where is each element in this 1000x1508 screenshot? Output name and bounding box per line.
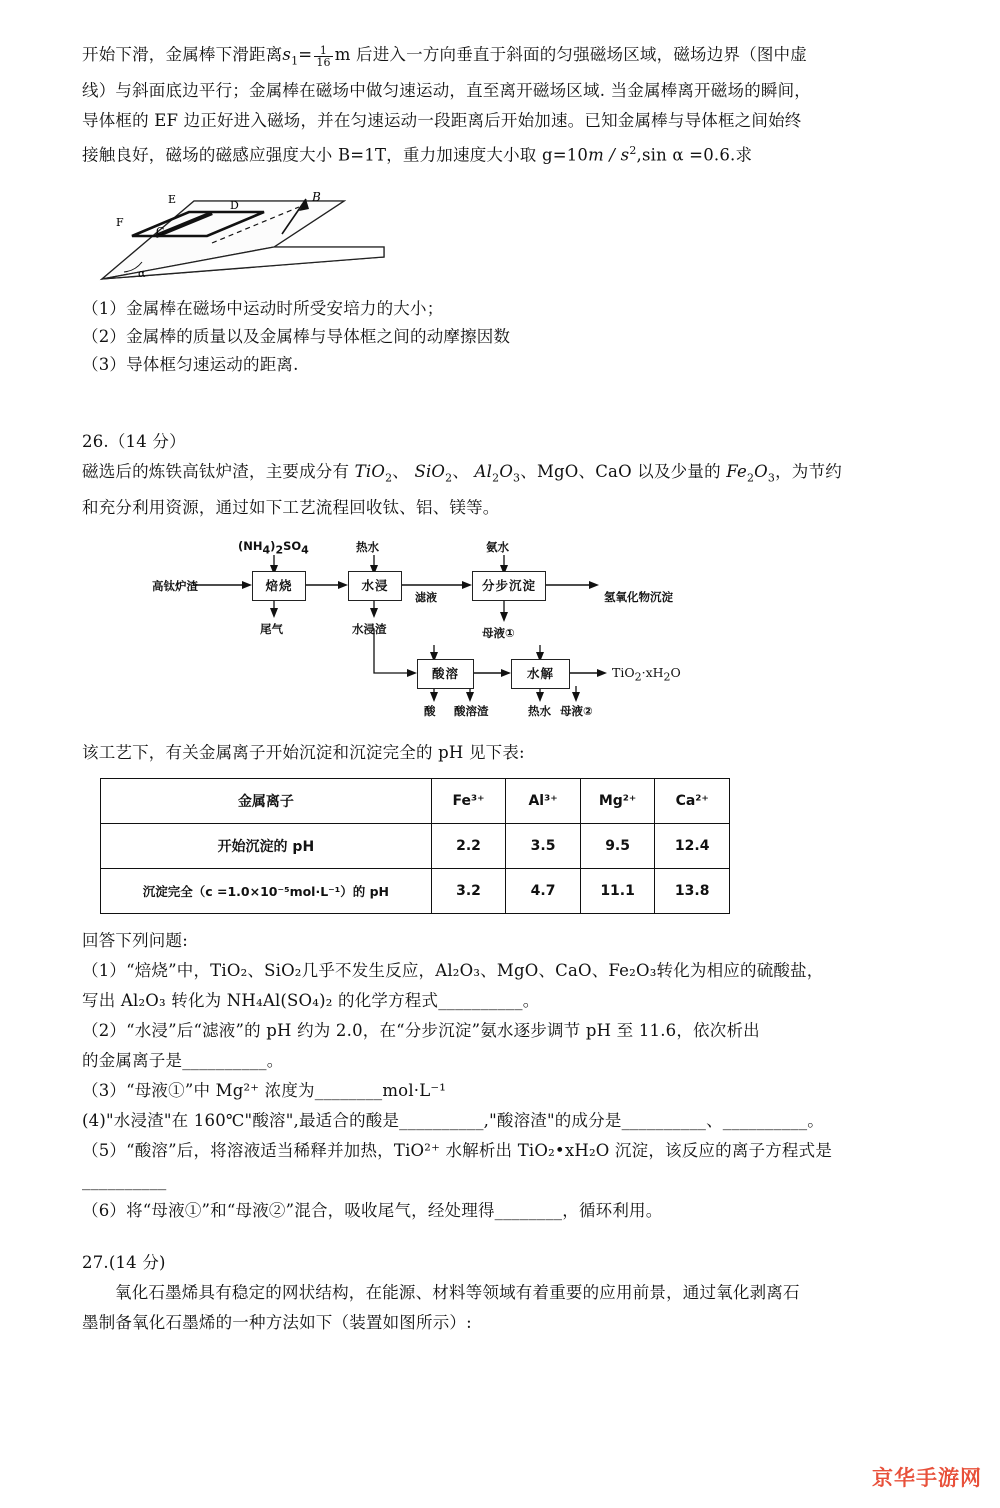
unit-meter: m	[334, 45, 351, 64]
q26-item-6: （6）将“母液①”和“母液②”混合，吸收尾气，经处理得________，循环利用。	[82, 1201, 663, 1221]
formula-fe2o3-o: O	[754, 461, 768, 481]
watermark-text: 京华手游网	[872, 1466, 982, 1490]
text-run: 、MgO、CaO 以及少量的	[520, 461, 721, 481]
subscript: 3	[767, 471, 776, 485]
subscript: 2	[663, 670, 671, 684]
flow-reagent-ammonia: 氨水	[486, 540, 509, 555]
q26-number: 26.（14 分）	[82, 431, 186, 451]
separator: 、	[452, 461, 470, 481]
table-cell-value: 3.5	[506, 824, 581, 869]
table-header-al: Al³⁺	[506, 779, 581, 824]
physics-subquestion-1: （1）金属棒在磁场中运动时所受安培力的大小；	[82, 298, 444, 318]
table-row	[101, 824, 730, 869]
table-header-ca: Ca²⁺	[655, 779, 730, 824]
flow-reagent-hot-water: 热水	[356, 540, 379, 555]
flow-box-stepwise-precipitation: 分步沉淀	[472, 571, 546, 601]
physics-subquestion-2: （2）金属棒的质量以及金属棒与导体框之间的动摩擦因数	[82, 326, 511, 346]
text-run: 接触良好，磁场的磁感应强度大小 B=1T，重力加速度大小取 g=10	[82, 145, 589, 165]
variable-s: s	[282, 45, 292, 64]
q27-line1: 氧化石墨烯具有稳定的网状结构，在能源、材料等领域有着重要的应用前景，通过氧化剥离石	[115, 1283, 800, 1303]
subscript: 4	[301, 543, 309, 557]
flow-input-hot-water: 热水	[528, 704, 551, 719]
subscript: 4	[262, 543, 271, 557]
table-cell-value: 4.7	[506, 869, 581, 914]
table-cell-value: 2.2	[431, 824, 506, 869]
formula-fe2o3: Fe	[726, 461, 747, 481]
table-cell-value: 12.4	[655, 824, 730, 869]
q27-line2: 墨制备氧化石墨烯的一种方法如下（装置如图所示）:	[82, 1313, 472, 1333]
flow-input-label: 高钛炉渣	[152, 579, 198, 594]
flow-output-tail-gas: 尾气	[260, 622, 283, 637]
flow-output-leach-residue: 水浸渣	[352, 622, 387, 637]
flow-output-hydroxide: 氢氧化物沉淀	[604, 590, 673, 605]
table-header-mg: Mg²⁺	[580, 779, 655, 824]
q26-stem-line2: 和充分利用资源，通过如下工艺流程回收钛、铝、镁等。	[82, 498, 500, 518]
text-run: SO	[283, 539, 302, 554]
q26-item-3: （3）“母液①”中 Mg²⁺ 浓度为________mol·L⁻¹	[82, 1081, 447, 1101]
flow-input-acid: 酸	[424, 704, 436, 719]
subscript: 2	[746, 471, 755, 485]
unit-ms2: m / s	[588, 145, 630, 165]
flow-box-roast: 焙烧	[252, 571, 306, 601]
subscript: 2	[492, 471, 500, 485]
q26-item-5b: __________	[82, 1171, 167, 1191]
ph-table-wrapper	[100, 778, 920, 914]
table-header-metal-ion: 金属离子	[101, 779, 432, 824]
q26-table-intro: 该工艺下，有关金属离子开始沉淀和沉淀完全的 pH 见下表:	[82, 743, 525, 763]
q26-answer-intro: 回答下列问题:	[82, 931, 188, 951]
text-run: )	[270, 539, 276, 554]
flow-output-mother-liquor-1: 母液①	[482, 626, 515, 641]
fraction-denominator: 16	[316, 56, 331, 70]
label-D: D	[230, 198, 239, 212]
physics-problem-line4	[82, 136, 920, 171]
table-row	[101, 869, 730, 914]
text-run: O	[670, 665, 681, 681]
table-header-fe: Fe³⁺	[431, 779, 506, 824]
table-cell-row-label: 开始沉淀的 pH	[101, 824, 432, 869]
physics-problem-line3: 导体框的 EF 边正好进入磁场，并在匀速运动一段距离后开始加速。已知金属棒与导体框之间始终	[82, 111, 802, 131]
q26-item-1a: （1）“焙烧”中，TiO₂、SiO₂几乎不发生反应，Al₂O₃、MgO、CaO、Fe₂O₃转化为相应的硫酸盐，	[82, 961, 824, 981]
text-run: ·xH	[641, 665, 664, 681]
label-B: B	[312, 189, 321, 204]
subscript: 1	[291, 54, 299, 68]
text-run: 后进入一方向垂直于斜面的匀强磁场区域，磁场边界（图中虚	[356, 45, 807, 64]
ph-table	[100, 778, 730, 914]
subscript: 3	[513, 471, 521, 485]
physics-subquestion-3: （3）导体框匀速运动的距离.	[82, 354, 299, 374]
physics-problem-line2: 线）与斜面底边平行；金属棒在磁场中做匀速运动，直至离开磁场区域. 当金属棒离开磁场的瞬间，	[82, 81, 811, 101]
inclined-plane-figure	[94, 179, 394, 289]
label-C: C	[156, 224, 165, 238]
table-cell-value: 9.5	[580, 824, 655, 869]
q26-stem-line1	[82, 457, 920, 493]
text-run: 开始下滑，金属棒下滑距离	[82, 45, 283, 64]
subscript: 2	[385, 471, 393, 485]
text-run: ,sin α =0.6.求	[636, 145, 753, 165]
text-run: ，为节约	[775, 461, 842, 481]
q26-item-5a: （5）“酸溶”后，将溶液适当稀释并加热，TiO²⁺ 水解析出 TiO₂•xH₂O 沉淀，该反应的离子方程式是	[82, 1141, 833, 1161]
equals: =	[298, 45, 313, 64]
table-cell-value: 13.8	[655, 869, 730, 914]
fraction-one-sixteenth	[314, 45, 332, 69]
flow-box-hydrolysis: 水解	[511, 659, 570, 689]
flow-output-product	[612, 665, 681, 684]
flow-reagent-ammonium-sulfate	[238, 539, 309, 556]
flow-label-filtrate: 滤液	[415, 591, 437, 605]
formula-tio2: TiO	[354, 461, 386, 481]
q26-item-2b: 的金属离子是__________。	[82, 1051, 284, 1071]
text-run: 磁选后的炼铁高钛炉渣，主要成分有	[82, 461, 350, 481]
table-row-header	[101, 779, 730, 824]
page-content	[82, 40, 920, 1338]
formula-sio2: SiO	[414, 461, 446, 481]
text-run: TiO	[612, 665, 635, 681]
fraction-numerator: 1	[314, 45, 332, 58]
subscript: 2	[445, 471, 453, 485]
physics-subquestions	[82, 295, 920, 379]
watermark	[872, 1462, 982, 1492]
table-cell-value: 3.2	[431, 869, 506, 914]
label-alpha: α	[138, 266, 146, 280]
table-cell-row-label: 沉淀完全（c =1.0×10⁻⁵mol·L⁻¹）的 pH	[101, 869, 432, 914]
q26-item-4: (4)"水浸渣"在 160℃"酸溶",最适合的酸是__________,"酸溶渣"的成分是__________、__________。	[82, 1111, 824, 1131]
q26-item-2a: （2）“水浸”后“滤液”的 pH 约为 2.0，在“分步沉淀”氨水逐步调节 pH 至 11.6，依次析出	[82, 1021, 760, 1041]
formula-al2o3: Al	[474, 461, 493, 481]
text-run: (NH	[238, 539, 263, 554]
q27-number: 27.(14 分)	[82, 1253, 166, 1273]
q26-item-1b: 写出 Al₂O₃ 转化为 NH₄Al(SO₄)₂ 的化学方程式__________。	[82, 991, 540, 1011]
flow-box-leach: 水浸	[348, 571, 402, 601]
formula-al2o3-o: O	[499, 461, 514, 481]
flow-connectors-svg	[152, 533, 672, 728]
inclined-plane-svg	[94, 179, 394, 289]
superscript: 2	[629, 144, 637, 158]
flow-box-acid-dissolve: 酸溶	[417, 659, 474, 689]
label-E: E	[168, 192, 177, 206]
label-F: F	[116, 215, 124, 229]
separator: 、	[392, 461, 409, 481]
flow-output-acid-residue: 酸溶渣	[454, 704, 489, 719]
subscript: 2	[275, 543, 284, 557]
subscript: 2	[634, 670, 642, 684]
table-cell-value: 11.1	[580, 869, 655, 914]
flow-output-mother-liquor-2: 母液②	[560, 704, 593, 719]
process-flow-diagram	[152, 533, 681, 728]
physics-problem-line1	[82, 40, 920, 76]
